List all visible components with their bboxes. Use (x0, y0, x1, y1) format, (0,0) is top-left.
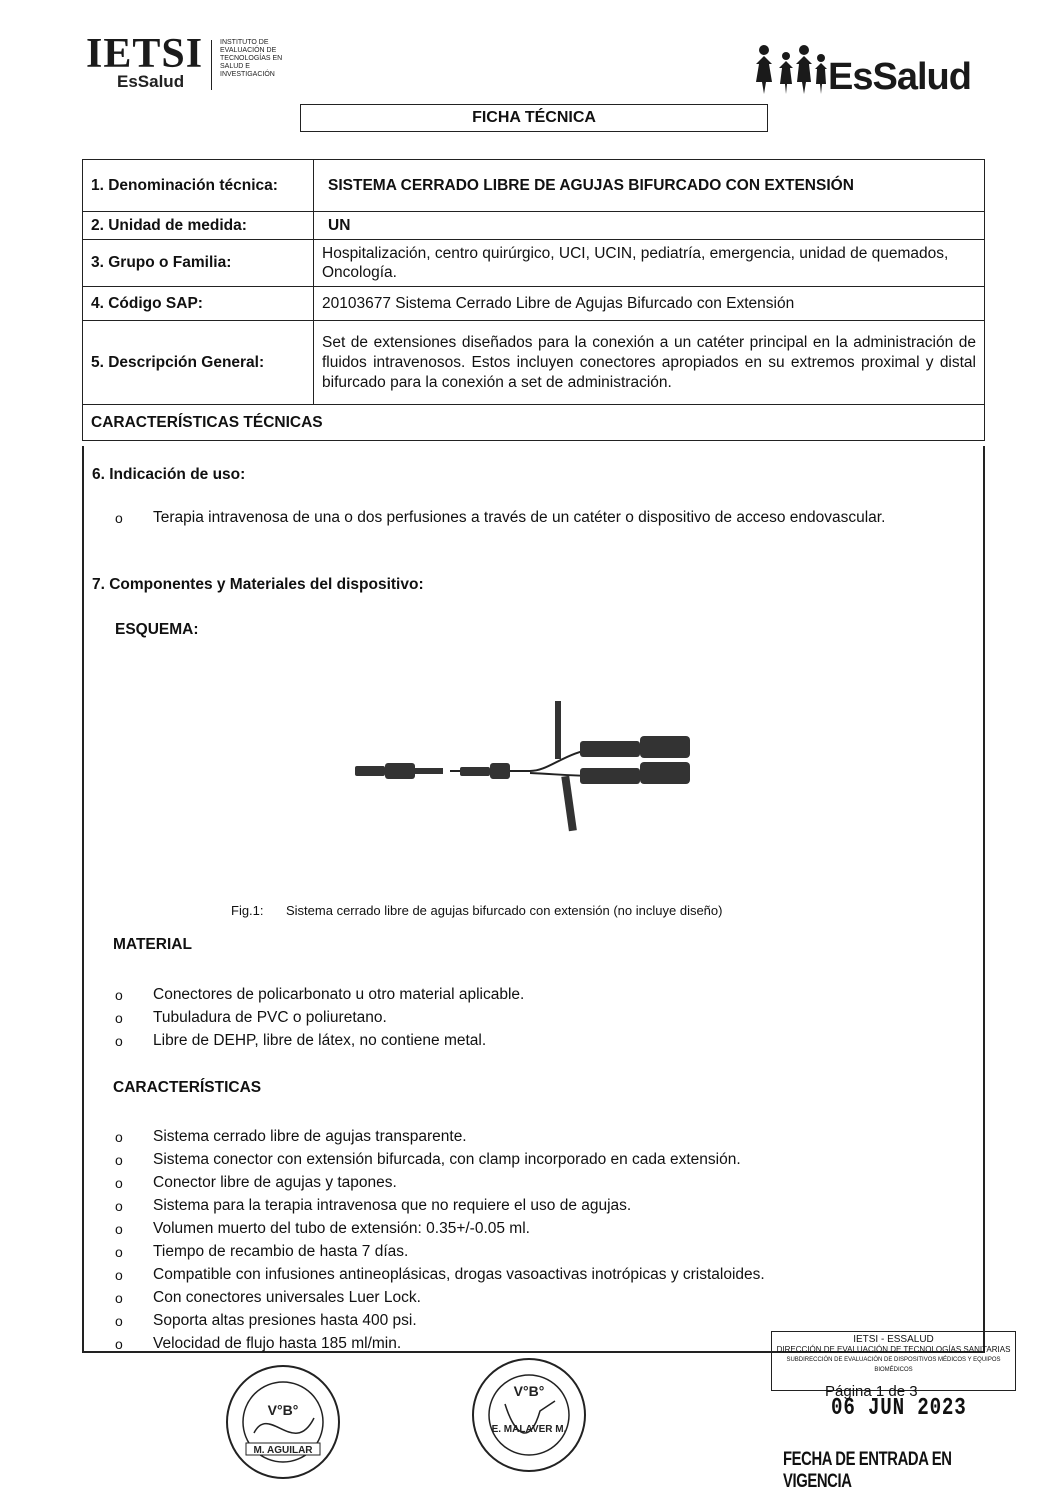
essalud-logo (752, 42, 992, 102)
page-number: Página 1 de 3 (825, 1383, 918, 1400)
stamp-subdirection: SUBDIRECCIÓN DE EVALUACIÓN DE DISPOSITIVOS MÉDICOS Y EQUIPOS BIOMÉDICOS (786, 1357, 1001, 1373)
bullet-marker: o (115, 987, 123, 1003)
list-item-text: Conector libre de agujas y tapones. (153, 1174, 397, 1191)
bullet-marker: o (115, 1152, 123, 1168)
list-item (115, 1242, 975, 1265)
list-item-text: Con conectores universales Luer Lock. (153, 1289, 421, 1306)
row-value: UN (314, 212, 985, 240)
list-item (115, 1219, 975, 1242)
table-row (83, 212, 985, 240)
stamp-org: IETSI - ESSALUD (853, 1334, 934, 1345)
list-item (115, 1196, 975, 1219)
list-item (115, 1008, 975, 1031)
seal-name-text: E. MALAVER M. (491, 1424, 567, 1435)
stamp-footer: FECHA DE ENTRADA EN VIGENCIA (783, 1449, 952, 1492)
section-7-heading: 7. Componentes y Materiales del dispositivo: (92, 576, 424, 593)
bullet-marker: o (115, 1175, 123, 1191)
list-item (115, 1031, 975, 1054)
device-illustration (350, 696, 702, 836)
list-item-text: Sistema cerrado libre de agujas transparente. (153, 1128, 467, 1145)
stamp-date: 06 JUN 2023 (831, 1395, 967, 1422)
caracteristicas-heading: CARACTERÍSTICAS (113, 1079, 262, 1096)
row-label: 5. Descripción General: (83, 321, 314, 405)
figure-label: Fig.1: (231, 903, 264, 918)
logo-divider (211, 40, 212, 90)
essalud-logo-word: EsSalud (828, 56, 971, 98)
bullet-marker: o (115, 1010, 123, 1026)
bullet-marker: o (115, 1244, 123, 1260)
ietsi-institute-name: INSTITUTO DE EVALUACIÓN DE TECNOLOGÍAS EN SALUD E INVESTIGACIÓN (220, 39, 283, 78)
table-row (83, 287, 985, 321)
list-item-text: Sistema conector con extensión bifurcada, con clamp incorporado en cada extensión. (153, 1151, 741, 1168)
seal-vb-text: V°B° (267, 1402, 299, 1418)
row-label: 1. Denominación técnica: (83, 160, 314, 212)
family-figures-icon (752, 42, 830, 98)
row-value: 20103677 Sistema Cerrado Libre de Agujas Bifurcado con Extensión (314, 287, 985, 321)
caracteristicas-list (115, 1127, 975, 1357)
list-item (115, 1265, 975, 1288)
table-row (83, 240, 985, 287)
bullet-marker: o (115, 1336, 123, 1352)
list-item-text: Tiempo de recambio de hasta 7 días. (153, 1243, 409, 1260)
row-label: 2. Unidad de medida: (83, 212, 314, 240)
ietsi-logo-essalud: EsSalud (117, 72, 185, 91)
spec-table (82, 159, 985, 441)
bullet-marker: o (115, 510, 123, 526)
seal-vb-text: V°B° (513, 1383, 545, 1399)
list-item-text: Volumen muerto del tubo de extensión: 0.35+/-0.05 ml. (153, 1220, 530, 1237)
approval-seal-icon (224, 1363, 342, 1481)
row-label: 3. Grupo o Familia: (83, 240, 314, 287)
bullet-marker: o (115, 1221, 123, 1237)
stamp-direction: DIRECCIÓN DE EVALUACIÓN DE TECNOLOGÍAS SANITARIAS (776, 1345, 1011, 1354)
list-item (115, 1288, 975, 1311)
list-item-text: Libre de DEHP, libre de látex, no contiene metal. (153, 1032, 487, 1049)
list-item (115, 985, 975, 1008)
section-6-heading: 6. Indicación de uso: (92, 466, 246, 483)
bullet-marker: o (115, 1198, 123, 1214)
bullet-marker: o (115, 1290, 123, 1306)
list-item (115, 1127, 975, 1150)
table-section-header (83, 405, 985, 441)
ietsi-logo-word: IETSI (86, 31, 204, 77)
list-item-text: Compatible con infusiones antineoplásicas, drogas vasoactivas inotrópicas y cristaloides. (153, 1266, 765, 1283)
approval-seal-icon (470, 1356, 588, 1474)
frame-border-right (983, 446, 985, 1352)
stamp-header (771, 1331, 1016, 1391)
indicacion-text: Terapia intravenosa de una o dos perfusiones a través de un catéter o dispositivo de acceso endovascular. (153, 509, 886, 526)
table-row (83, 321, 985, 405)
list-item-text: Tubuladura de PVC o poliuretano. (153, 1009, 387, 1026)
bullet-marker: o (115, 1129, 123, 1145)
seal-name-text: M. AGUILAR (253, 1445, 313, 1456)
material-list (115, 985, 975, 1054)
ietsi-logo (86, 31, 326, 94)
effective-date-stamp (771, 1331, 1016, 1492)
row-label: 4. Código SAP: (83, 287, 314, 321)
row-value: Hospitalización, centro quirúrgico, UCI, UCIN, pediatría, emergencia, unidad de quemados, Oncología. (314, 240, 985, 287)
table-row (83, 160, 985, 212)
bullet-marker: o (115, 1313, 123, 1329)
figure-caption: Sistema cerrado libre de agujas bifurcado con extensión (no incluye diseño) (286, 903, 723, 918)
bullet-marker: o (115, 1033, 123, 1049)
list-item (115, 1173, 975, 1196)
document-title: FICHA TÉCNICA (300, 104, 768, 132)
list-item (115, 1150, 975, 1173)
bullet-marker: o (115, 1267, 123, 1283)
section-header-caracteristicas-tecnicas: CARACTERÍSTICAS TÉCNICAS (83, 405, 985, 441)
material-heading: MATERIAL (113, 936, 192, 953)
list-item-text: Conectores de policarbonato u otro material aplicable. (153, 986, 525, 1003)
frame-border-left (82, 446, 84, 1352)
list-item-text: Sistema para la terapia intravenosa que no requiere el uso de agujas. (153, 1197, 632, 1214)
row-value: SISTEMA CERRADO LIBRE DE AGUJAS BIFURCADO CON EXTENSIÓN (314, 160, 985, 212)
list-item-text: Soporta altas presiones hasta 400 psi. (153, 1312, 417, 1329)
list-item-text: Velocidad de flujo hasta 185 ml/min. (153, 1335, 402, 1352)
esquema-label: ESQUEMA: (115, 621, 199, 638)
row-value: Set de extensiones diseñados para la conexión a un catéter principal en la administración de fluidos intravenosos. Estos incluyen conectores apropiados en su extremos proximal y distal bifurcado para la conexión a set de administración. (314, 321, 985, 405)
